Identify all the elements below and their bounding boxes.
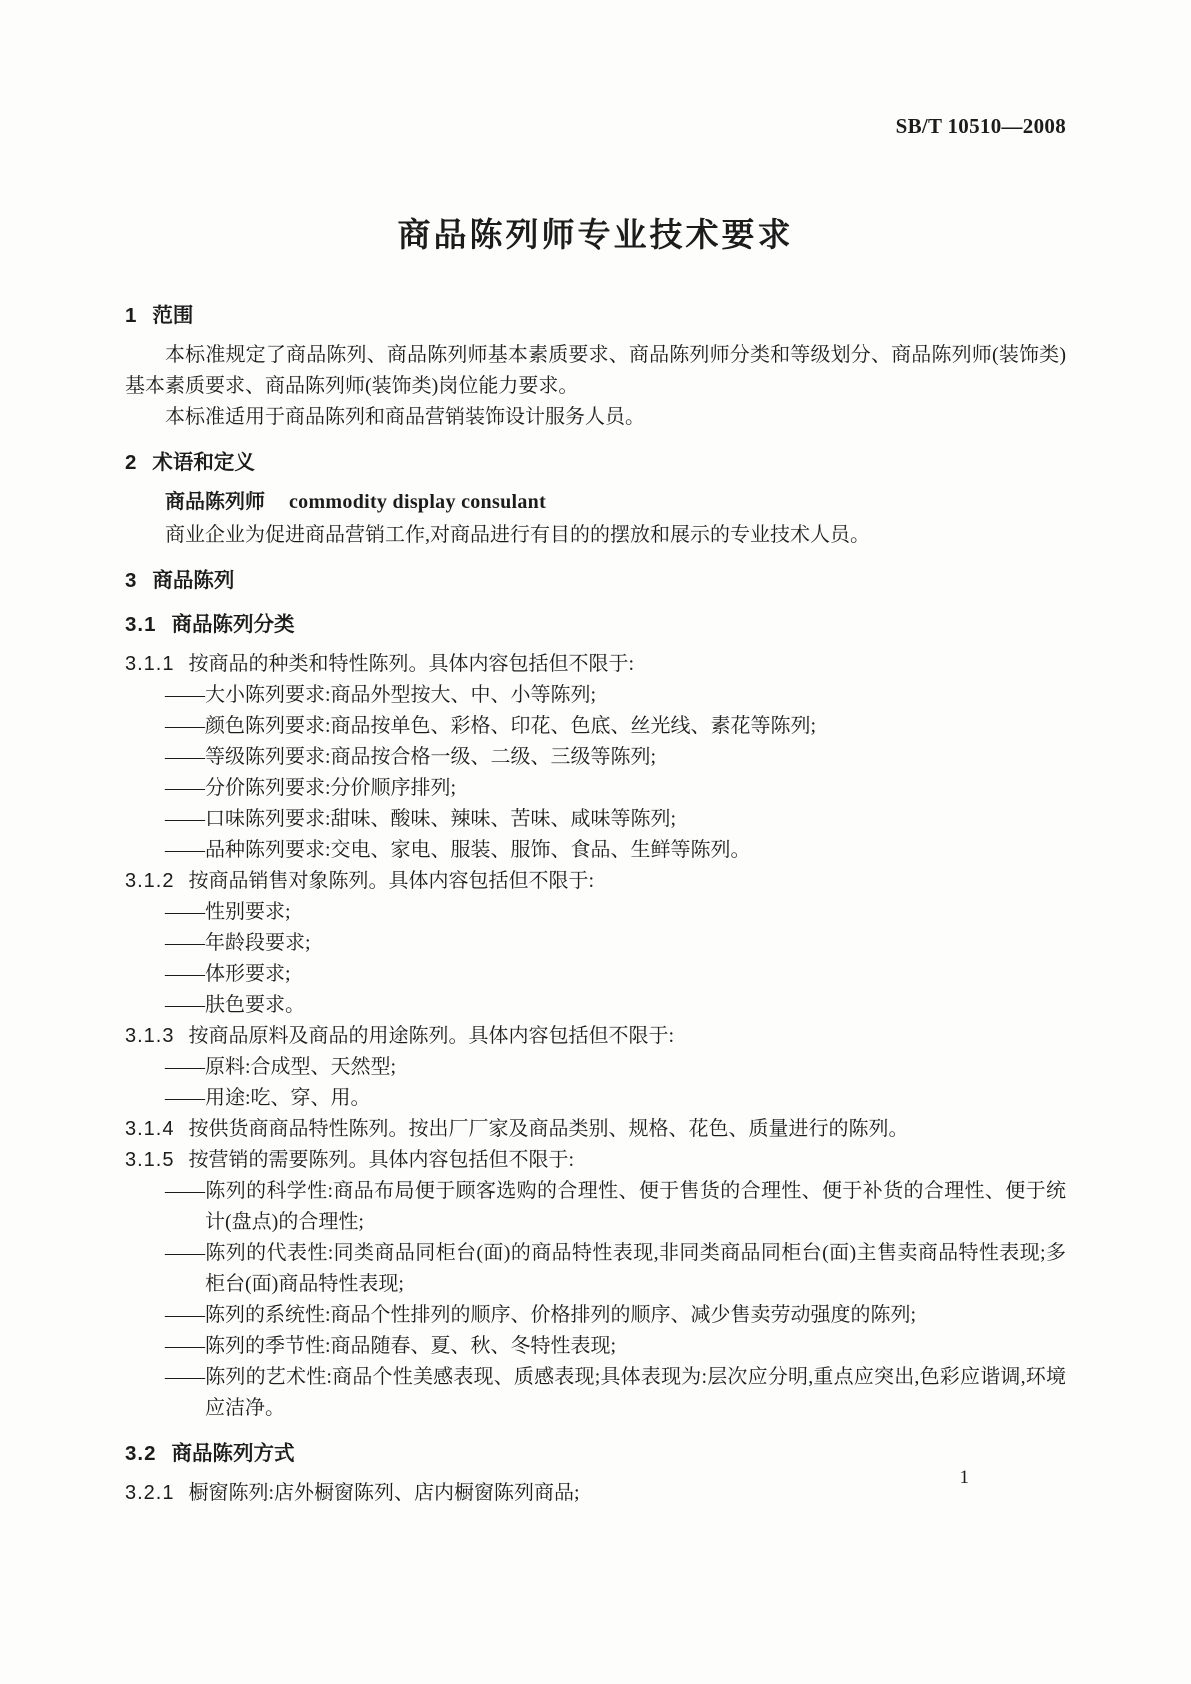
list-item: ——陈列的系统性:商品个性排列的顺序、价格排列的顺序、减少售卖劳动强度的陈列; [165, 1304, 917, 1326]
section-title: 商品陈列 [152, 569, 235, 592]
list-item: ——原料:合成型、天然型; [165, 1056, 397, 1078]
document-title: 商品陈列师专业技术要求 [397, 216, 794, 253]
list-item: ——品种陈列要求:交电、家电、服装、服饰、食品、生鲜等陈列。 [165, 839, 751, 861]
clause-3-1-1 [125, 649, 1066, 680]
paragraph: 商业企业为促进商品营销工作,对商品进行有目的的摆放和展示的专业技术人员。 [165, 524, 870, 546]
clause-3-2-1 [125, 1478, 1066, 1509]
list-item: ——用途:吃、穿、用。 [165, 1087, 371, 1109]
clause-3-1-3 [125, 1021, 1066, 1052]
list-item: ——分价陈列要求:分价顺序排列; [165, 777, 457, 799]
section-title: 商品陈列方式 [171, 1442, 295, 1465]
clause-text: 按商品的种类和特性陈列。具体内容包括但不限于: [188, 653, 635, 675]
term-english: commodity display consulant [289, 491, 547, 513]
clause-number: 3.1.2 [125, 870, 175, 892]
clause-3-1-4 [125, 1114, 1066, 1145]
list-item: ——肤色要求。 [165, 994, 305, 1016]
paragraph: 本标准适用于商品陈列和商品营销装饰设计服务人员。 [165, 406, 645, 428]
section-number: 3.1 [125, 613, 157, 636]
list-item: ——陈列的代表性:同类商品同柜台(面)的商品特性表现,非同类商品同柜台(面)主售卖商品特性表现;多柜台(面)商品特性表现; [165, 1242, 1066, 1295]
paragraph: 本标准规定了商品陈列、商品陈列师基本素质要求、商品陈列师分类和等级划分、商品陈列师(装饰类)基本素质要求、商品陈列师(装饰类)岗位能力要求。 [125, 344, 1066, 397]
list-item: ——大小陈列要求:商品外型按大、中、小等陈列; [165, 684, 597, 706]
clause-3-1-2 [125, 866, 1066, 897]
list-item: ——陈列的季节性:商品随春、夏、秋、冬特性表现; [165, 1335, 617, 1357]
list-item: ——颜色陈列要求:商品按单色、彩格、印花、色底、丝光线、素花等陈列; [165, 715, 817, 737]
section-heading-3-2 [125, 1440, 1066, 1468]
section-number: 2 [125, 451, 138, 474]
section-heading-3-1 [125, 611, 1066, 639]
section-heading-3 [125, 567, 1066, 595]
clause-3-1-5 [125, 1145, 1066, 1176]
clause-number: 3.1.5 [125, 1149, 175, 1171]
term-chinese: 商品陈列师 [165, 491, 265, 513]
standard-number: SB/T 10510—2008 [895, 114, 1066, 138]
section-title: 商品陈列分类 [171, 613, 295, 636]
section-heading-2 [125, 449, 1066, 477]
clause-text: 按营销的需要陈列。具体内容包括但不限于: [188, 1149, 575, 1171]
page-number: 1 [959, 1467, 969, 1488]
list-item: ——陈列的艺术性:商品个性美感表现、质感表现;具体表现为:层次应分明,重点应突出,色彩应谐调,环境应洁净。 [165, 1366, 1066, 1419]
term-line [125, 487, 1066, 518]
section-number: 3 [125, 569, 138, 592]
section-title: 术语和定义 [152, 451, 255, 474]
section-number: 1 [125, 304, 138, 327]
list-item: ——口味陈列要求:甜味、酸味、辣味、苦味、咸味等陈列; [165, 808, 677, 830]
list-item: ——年龄段要求; [165, 932, 311, 954]
clause-number: 3.1.3 [125, 1025, 175, 1047]
section-number: 3.2 [125, 1442, 157, 1465]
list-item: ——等级陈列要求:商品按合格一级、二级、三级等陈列; [165, 746, 657, 768]
clause-text: 按供货商商品特性陈列。按出厂厂家及商品类别、规格、花色、质量进行的陈列。 [188, 1118, 909, 1140]
clause-number: 3.1.4 [125, 1118, 175, 1140]
section-title: 范围 [152, 304, 194, 327]
clause-number: 3.1.1 [125, 653, 175, 675]
section-heading-1 [125, 302, 1066, 330]
clause-text: 按商品销售对象陈列。具体内容包括但不限于: [188, 870, 595, 892]
list-item: ——性别要求; [165, 901, 291, 923]
clause-number: 3.2.1 [125, 1482, 175, 1504]
list-item: ——陈列的科学性:商品布局便于顾客选购的合理性、便于售货的合理性、便于补货的合理性、便于统计(盘点)的合理性; [165, 1180, 1066, 1233]
list-item: ——体形要求; [165, 963, 291, 985]
clause-text: 橱窗陈列:店外橱窗陈列、店内橱窗陈列商品; [188, 1482, 580, 1504]
clause-text: 按商品原料及商品的用途陈列。具体内容包括但不限于: [188, 1025, 675, 1047]
